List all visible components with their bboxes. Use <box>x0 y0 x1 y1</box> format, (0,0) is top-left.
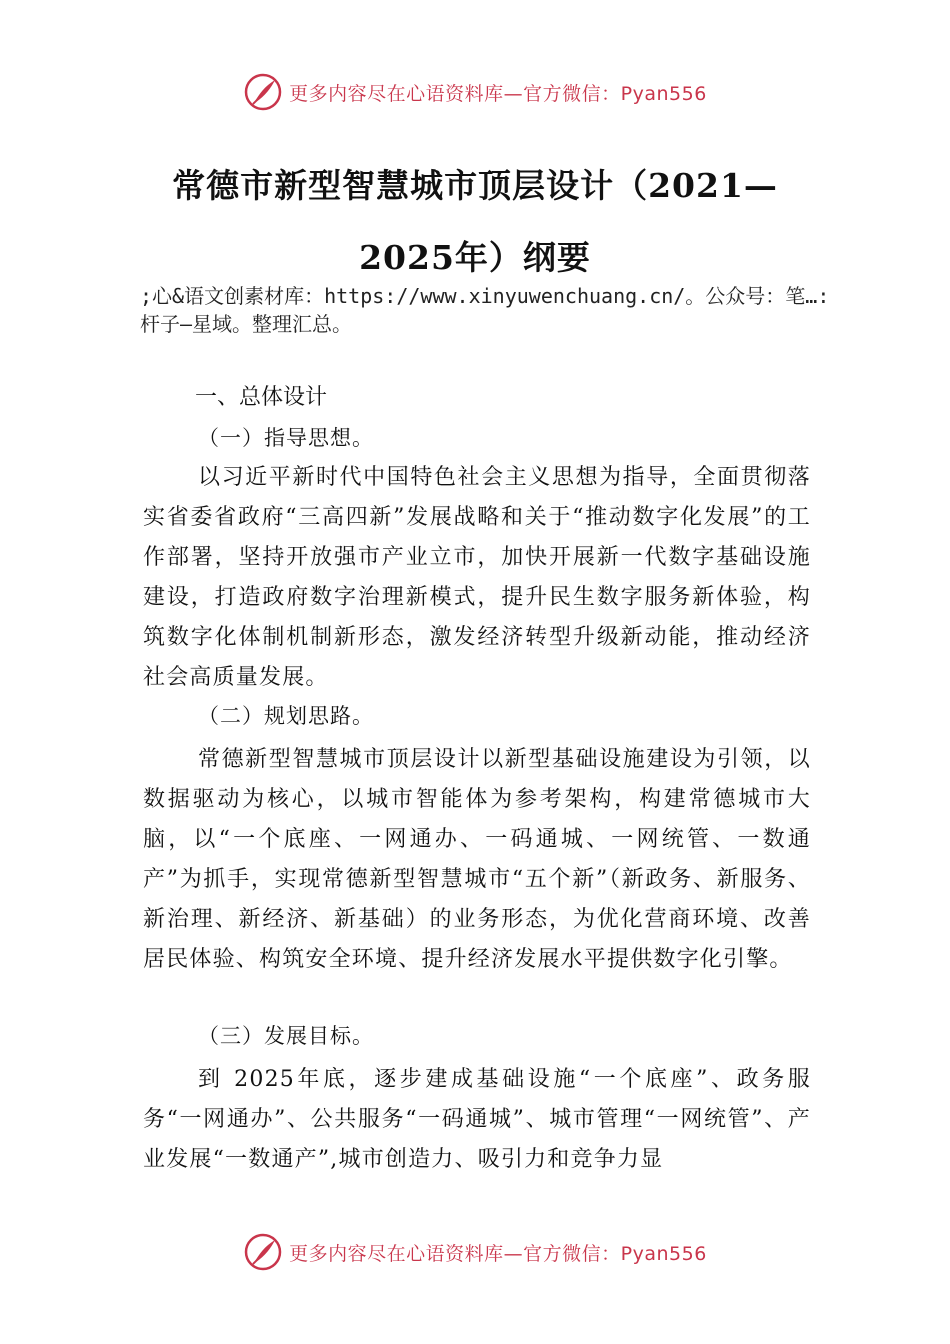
subsection-heading-planning-approach: （二）规划思路。 <box>198 704 374 728</box>
subsection-heading-guiding-ideology: （一）指导思想。 <box>198 426 374 450</box>
paragraph-development-goals: 到 2025年底，逐步建成基础设施“一个底座”、政务服务“一网通办”、公共服务“一码通城”、城市管理“一网统管”、产业发展“一数通产”,城市创造力、吸引力和竞争力显 <box>143 1067 811 1172</box>
header-banner-text: 更多内容尽在心语资料库—官方微信：Pyan556 <box>289 82 707 105</box>
subsection-heading-development-goals: （三）发展目标。 <box>198 1024 374 1048</box>
quill-logo-icon <box>243 72 283 112</box>
header-banner <box>0 70 950 114</box>
section-heading-overall-design: 一、总体设计 <box>195 385 328 410</box>
document-title-line-2: 2025年）纲要 <box>359 238 591 277</box>
paragraph-guiding-ideology: 以习近平新时代中国特色社会主义思想为指导，全面贯彻落实省委省政府“三高四新”发展战略和关于“推动数字化发展”的工作部署，坚持开放强市产业立市，加快开展新一代数字基础设施建设，打造政府数字治理新模式，提升民生数字服务新体验，构筑数字化体制机制新形态，激发经济转型升级新动能，推动经济社会高质量发展。 <box>143 465 811 690</box>
paragraph-planning-approach: 常德新型智慧城市顶层设计以新型基础设施建设为引领，以数据驱动为核心，以城市智能体为参考架构，构建常德城市大脑，以“一个底座、一网通办、一码通城、一网统管、一数通产”为抓手，实现常德新型智慧城市“五个新”（新政务、新服务、新治理、新经济、新基础）的业务形态，为优化营商环境、改善居民体验、构筑安全环境、提升经济发展水平提供数字化引擎。 <box>143 747 811 972</box>
source-note: ;心&语文创素材库：https://www.xinyuwenchuang.cn/。公众号：笔…:杆子—星域。整理汇总。 <box>140 284 830 336</box>
footer-banner <box>0 1230 950 1274</box>
quill-logo-icon <box>243 1232 283 1272</box>
document-title-line-1: 常德市新型智慧城市顶层设计（2021— <box>172 166 778 205</box>
footer-banner-text: 更多内容尽在心语资料库—官方微信：Pyan556 <box>289 1242 707 1265</box>
